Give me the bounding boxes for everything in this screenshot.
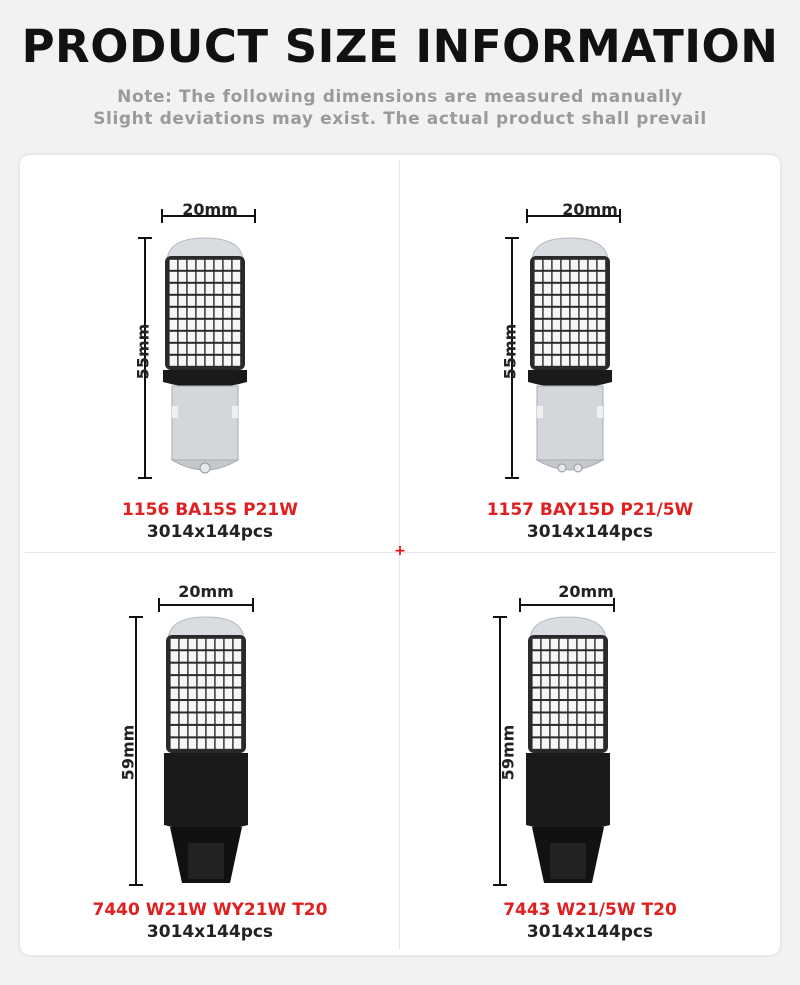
base-pin-right [232, 406, 238, 418]
base-pin-left [172, 406, 178, 418]
metal-base [172, 386, 238, 460]
product-card-7440 [20, 555, 400, 950]
product-spec: 3014x144pcs [146, 522, 274, 542]
width-label: 20mm [558, 582, 614, 601]
metal-base [537, 386, 603, 460]
product-name: 7443 W21/5W T20 [503, 900, 677, 920]
bulb-1156-image [20, 160, 400, 555]
bulb-collar [528, 370, 612, 388]
product-name: 1157 BAY15D P21/5W [486, 500, 694, 520]
bulb-1157-image [400, 160, 780, 555]
bulb-collar [526, 753, 610, 831]
base-pin-left [537, 406, 543, 418]
product-spec: 3014x144pcs [146, 922, 274, 942]
bulb-7440-image [20, 555, 400, 950]
base-pin-right [597, 406, 603, 418]
height-label: 59mm [118, 724, 138, 781]
contact-dot-right [574, 464, 582, 472]
product-spec: 3014x144pcs [526, 522, 654, 542]
contact-dot-left [558, 464, 566, 472]
product-spec: 3014x144pcs [526, 922, 654, 942]
note-line-2: Slight deviations may exist. The actual product shall prevail [93, 109, 707, 129]
bulb-collar [163, 370, 247, 388]
base-cap [537, 460, 603, 470]
height-label: 59mm [498, 724, 518, 781]
bulb-7443-image [400, 555, 780, 950]
product-name: 1156 BA15S P21W [121, 500, 299, 520]
width-label: 20mm [178, 582, 234, 601]
page-title: PRODUCT SIZE INFORMATION [21, 20, 779, 73]
product-card-7443 [400, 555, 780, 950]
width-label: 20mm [182, 200, 238, 219]
height-label: 55mm [500, 323, 520, 380]
height-label: 55mm [133, 323, 153, 380]
product-name: 7440 W21W WY21W T20 [92, 900, 328, 920]
note-line-1: Note: The following dimensions are measured manually [117, 87, 683, 107]
center-plus-icon: + [394, 543, 406, 559]
wedge-contacts [550, 843, 586, 879]
bulb-collar [164, 753, 248, 831]
width-label: 20mm [562, 200, 618, 219]
wedge-contacts [188, 843, 224, 879]
contact-dot [200, 463, 210, 473]
product-card-1157 [400, 160, 780, 555]
product-card-1156 [20, 160, 400, 555]
